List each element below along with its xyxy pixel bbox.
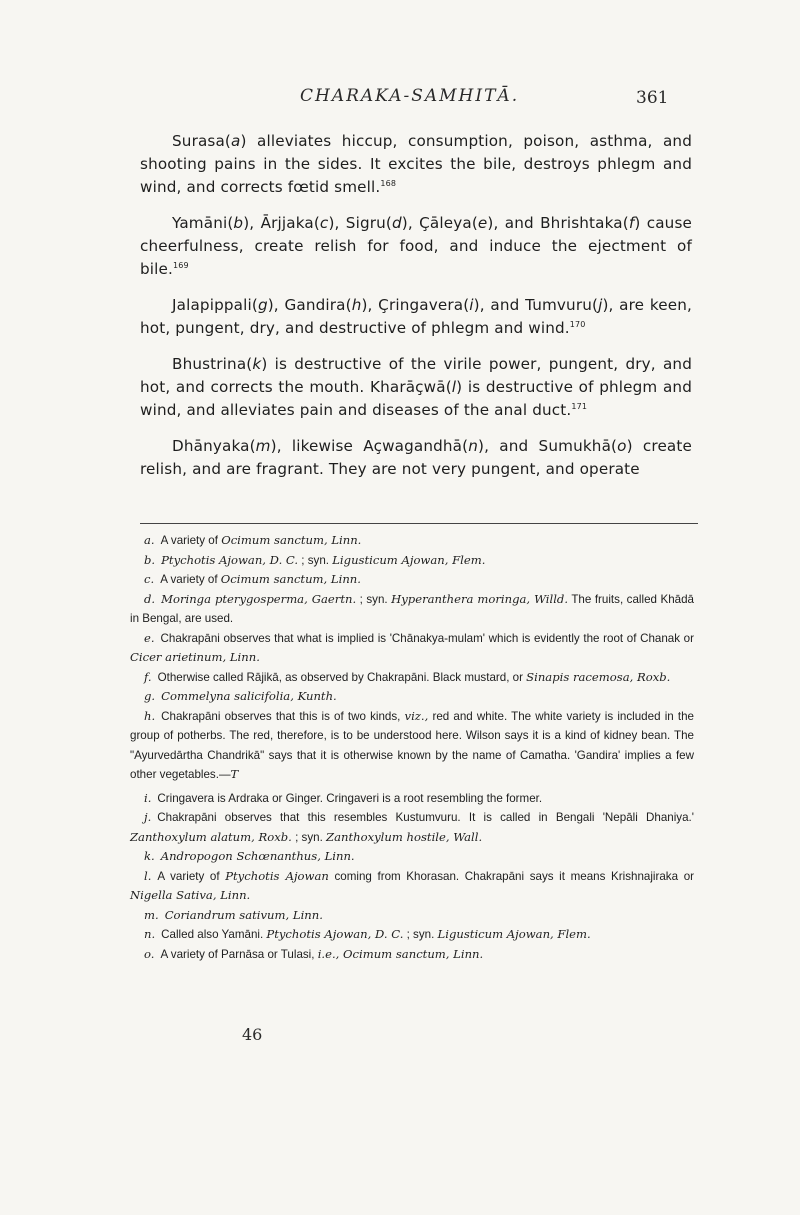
footnote: n. Called also Yamāni. Ptychotis Ajowan, D. C. ; syn. Ligusticum Ajowan, Flem. bbox=[144, 927, 591, 941]
running-header-title: CHARAKA-SAMHITĀ. bbox=[300, 86, 520, 106]
page-number: 361 bbox=[636, 88, 669, 108]
paragraph: Surasa(a) alleviates hiccup, consumption, poison, asthma, and shooting pains in the sides. It excites the bile, destroys phlegm and wind, and corrects fœtid smell.$^{168}$ bbox=[140, 132, 692, 196]
main-text bbox=[140, 130, 692, 481]
footnote: o. A variety of Parnāsa or Tulasi, i.e., Ocimum sanctum, Linn. bbox=[144, 946, 484, 961]
footnote-divider bbox=[140, 523, 698, 524]
footnote: d. Moringa pterygosperma, Gaertn. ; syn. Hyperanthera moringa, Willd. The fruits, called Khādā in Bengal, are used. bbox=[130, 591, 694, 625]
paragraph: Bhustrina(k) is destructive of the virile power, pungent, dry, and hot, and corrects the mouth. Kharāçwā(l) is destructive of phlegm and wind, and alleviates pain and diseases of the anal duct.$^{171}$ bbox=[140, 355, 692, 419]
footnote: c. A variety of Ocimum sanctum, Linn. bbox=[144, 572, 361, 586]
footnote: l. A variety of Ptychotis Ajowan coming from Khorasan. Chakrapāni says it means Krishnajiraka or Nigella Sativa, Linn. bbox=[130, 868, 694, 902]
verse-number: 169 bbox=[173, 261, 189, 270]
paragraph: Dhānyaka(m), likewise Açwagandhā(n), and Sumukhā(o) create relish, and are fragrant. They are not very pungent, and operate bbox=[140, 437, 692, 478]
footnote: k. Andropogon Schœnanthus, Linn. bbox=[144, 849, 355, 863]
footnote: b. Ptychotis Ajowan, D. C. ; syn. Ligusticum Ajowan, Flem. bbox=[144, 552, 486, 567]
footnote: m. Coriandrum sativum, Linn. bbox=[144, 907, 323, 922]
footnote: g. Commelyna salicifolia, Kunth. bbox=[144, 689, 337, 703]
footnote: f. Otherwise called Rājikā, as observed by Chakrapāni. Black mustard, or Sinapis racemosa, Roxb. bbox=[144, 669, 671, 684]
footnote: i. Cringavera is Ardraka or Ginger. Cringaveri is a root resembling the former. bbox=[144, 790, 543, 805]
signature-mark: 46 bbox=[242, 1025, 263, 1044]
paragraph: Yamāni(b), Ārjjaka(c), Sigru(d), Çāleya(e), and Bhrishtaka(f) cause cheerfulness, create relish for food, and induce the ejectment of bile.$^{169}$ bbox=[140, 214, 693, 278]
footnotes bbox=[130, 531, 694, 964]
footnote: j. Chakrapāni observes that this resembles Kustumvuru. It is called in Bengali 'Nepāli Dhaniya.' Zanthoxylum alatum, Roxb. ; syn. Zanthoxylum hostile, Wall. bbox=[130, 810, 694, 844]
footnote: h. Chakrapāni observes that this is of two kinds, viz., red and white. The white variety is included in the group of potherbs. The red, therefore, is to be understood here. Wilson says it is a kind of kidney bean. The "Ayurvedārtha Chandrikā" says that it is otherwise known by the name of Camatha. 'Gandira' implies a few other vegetables.—T bbox=[130, 708, 694, 781]
verse-number: 170 bbox=[569, 320, 586, 329]
paragraph: Jalapippali(g), Gandira(h), Çringavera(i), and Tumvuru(j), are keen, hot, pungent, dry, and destructive of phlegm and wind.$^{170}$ bbox=[140, 296, 692, 337]
verse-number: 171 bbox=[571, 402, 588, 411]
footnote: a. A variety of Ocimum sanctum, Linn. bbox=[144, 533, 362, 547]
verse-number: 168 bbox=[380, 179, 397, 188]
footnote: e. Chakrapāni observes that what is implied is 'Chānakya-mulam' which is evidently the root of Chanak or Cicer arietinum, Linn. bbox=[130, 630, 694, 664]
